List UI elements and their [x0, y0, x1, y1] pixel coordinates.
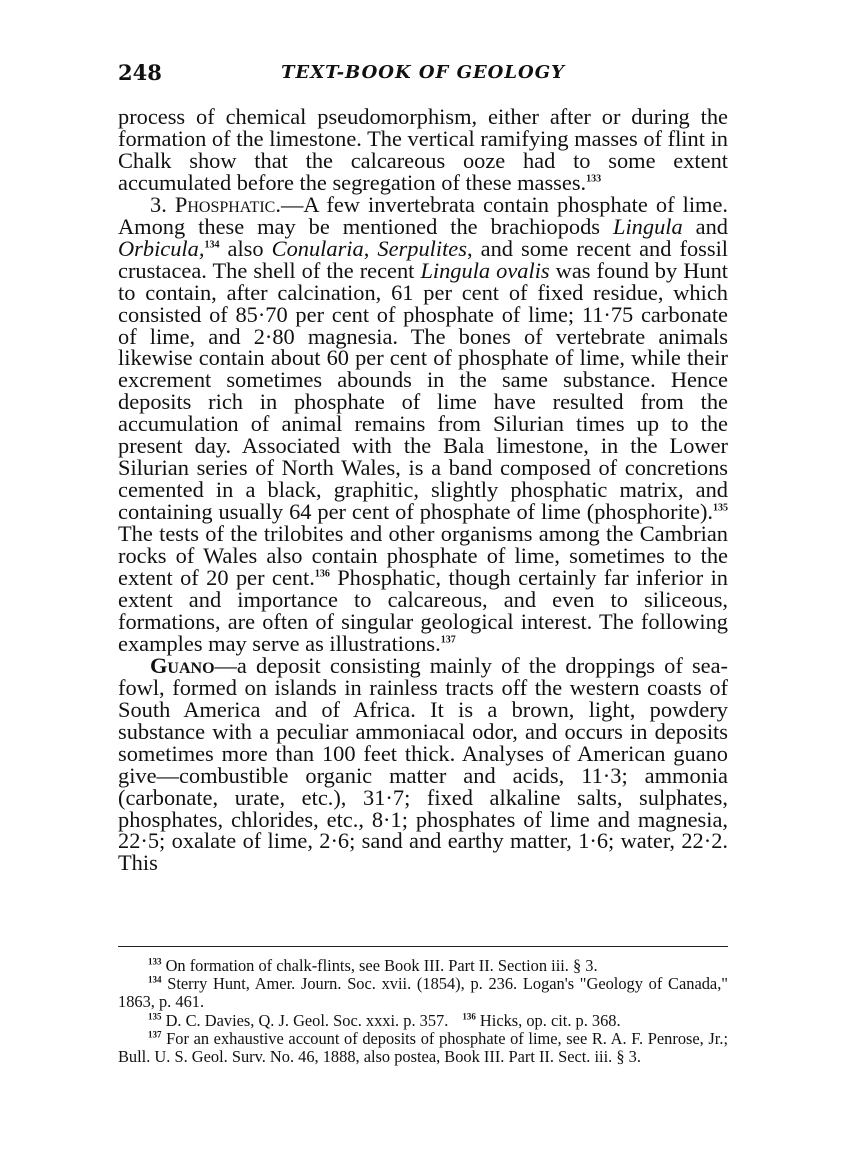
footnote-ref: 135: [713, 502, 728, 514]
taxon-name: Lingula: [613, 213, 683, 239]
page-number: 248: [118, 60, 162, 85]
footnote-separator: [118, 946, 728, 947]
footnote-text: D. C. Davies, Q. J. Geol. Soc. xxxi. p. 357.: [161, 1010, 449, 1030]
paragraph-phosphatic: [118, 191, 729, 656]
page-header: [118, 60, 728, 92]
paragraph-text: , and some recent and fossil crustacea. The shell of the recent: [118, 235, 729, 283]
footnote-ref: 136: [314, 568, 330, 580]
footnote-number: 133: [148, 956, 162, 967]
footnote-text: On formation of chalk-flints, see Book III. Part II. Section iii. § 3.: [161, 956, 598, 975]
paragraph-text: process of chemical pseudomorphism, either after or during the formation of the limestone. The vertical ramifying masses of flint in Chalk show that the calcareous ooze had to some extent accumulated before the segregation of these masses.: [118, 104, 728, 195]
paragraph-text: also: [219, 235, 272, 261]
paragraph-guano: [118, 652, 728, 876]
paragraph-text: was found by Hunt to contain, after calcination, 61 per cent of fixed residue, which consisted of 85·70 per cent of phosphate of lime; 11·75 carbonate of lime, and 2·80 magnesia. The bones of vertebrate animals likewise contain about 60 per cent of phosphate of lime, while their excrement sometimes abounds in the same substance. Hence deposits rich in phosphate of lime have resulted from the accumulation of animal remains from Silurian times up to the present day. Associated with the Bala limestone, in the Lower Silurian series of North Wales, is a band composed of concretions cemented in a black, graphitic, slightly phosphatic matrix, and containing usually 64 per cent of phosphate of lime (phosphorite).: [118, 257, 728, 525]
taxon-name: Lingula ovalis: [420, 257, 550, 283]
taxon-name: Serpulites: [377, 235, 467, 261]
paragraph-text: —a deposit consisting mainly of the droppings of sea-fowl, formed on islands in rainless tracts off the western coasts of South America and of Africa. It is a brown, light, powdery substance with a peculiar ammoniacal odor, and occurs in deposits sometimes more than 100 feet thick. Analyses of American guano give—combustible organic matter and acids, 11·3; ammonia (carbonate, urate, etc.), 31·7; fixed alkaline salts, sulphates, phosphates, chlorides, etc., 8·1; phosphates of lime and magnesia, 22·5; oxalate of lime, 2·6; sand and earthy matter, 1·6; water, 22·2. This: [118, 652, 728, 876]
paragraph-text: The tests of the trilobites and other organisms among the Cambrian rocks of Wales also contain phosphate of lime, sometimes to the extent of 20 per cent.: [118, 521, 728, 591]
paragraph-text: Phosphatic, though certainly far inferior in extent and importance to calcareous, and even to siliceous, formations, are often of singular geological interest. The following examples may serve as illustrations.: [118, 565, 728, 656]
footnote-number: 137: [148, 1029, 162, 1040]
section-number: 3.: [150, 191, 167, 217]
footnote-text: Hicks, op. cit. p. 368.: [475, 1010, 621, 1030]
footnote-number: 134: [148, 974, 162, 985]
paragraph-text: ,: [363, 235, 378, 261]
footnote-number: 135: [148, 1011, 162, 1022]
running-title: TEXT-BOOK OF GEOLOGY: [281, 62, 565, 83]
taxon-name: Orbicula,: [118, 235, 205, 261]
paragraph-text: and: [682, 213, 728, 239]
footnote-text: Sterry Hunt, Amer. Journ. Soc. xvii. (1854), p. 236. Logan's "Geology of Canada," 1863, p. 461.: [118, 974, 728, 1012]
heading-dash: .—: [275, 191, 304, 217]
footnote-ref: 137: [440, 634, 456, 646]
footnote-133: [118, 957, 728, 975]
footnotes: [118, 957, 728, 1066]
paragraph-chalk-flints: [118, 106, 728, 194]
footnote-ref: 133: [586, 173, 602, 185]
footnote-137: [118, 1030, 728, 1066]
footnote-number: 136: [462, 1011, 476, 1022]
subsection-heading: Guano: [150, 652, 215, 678]
section-heading: Phosphatic: [174, 191, 276, 217]
footnote-text: For an exhaustive account of deposits of phosphate of lime, see R. A. F. Penrose, Jr.; Bull. U. S. Geol. Surv. No. 46, 1888, also postea, Book III. Part II. Sect. iii. § 3.: [118, 1028, 728, 1067]
footnote-134: [118, 975, 728, 1011]
body-text: [118, 106, 728, 874]
taxon-name: Conularia: [271, 235, 364, 261]
paragraph-text: A few invertebrata contain phosphate of lime. Among these may be mentioned the brachiopods: [118, 191, 728, 239]
footnote-ref: 134: [204, 239, 220, 251]
footnote-135-136: [118, 1012, 728, 1030]
